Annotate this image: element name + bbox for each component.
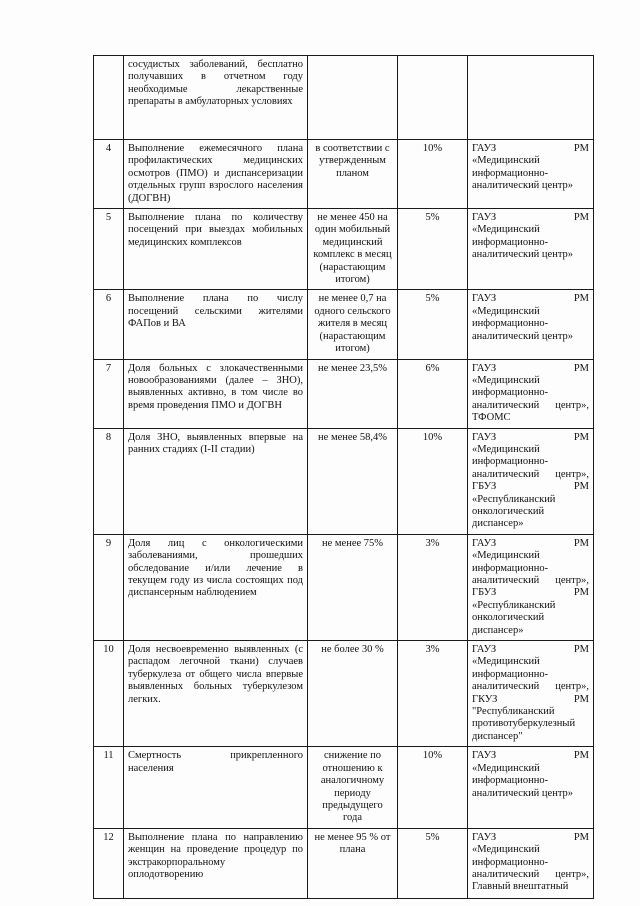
org-region: РМ	[573, 750, 589, 762]
row-number: 4	[94, 140, 124, 209]
org-type: ГАУЗ	[472, 212, 497, 224]
indicator-name: сосудистых заболеваний, бесплатно получавших в отчетном году необходимые лекарственные препараты в амбулаторных условиях	[124, 56, 308, 140]
responsible-org-line: информационно-	[472, 318, 549, 330]
org-region: РМ	[573, 143, 589, 154]
responsible-org-line	[472, 694, 589, 706]
org-type: ГАУЗ	[472, 644, 497, 656]
row-number: 7	[94, 359, 124, 428]
responsible-org-line	[472, 750, 589, 762]
table-row	[94, 140, 594, 209]
responsible-org	[468, 140, 594, 209]
indicator-name: Выполнение ежемесячного плана профилактических медицинских осмотров (ПМО) и диспансеризации отдельных групп взрослого населения (ДОГВН)	[124, 140, 308, 209]
indicators-table-body	[94, 56, 594, 899]
org-region: РМ	[573, 537, 589, 549]
indicator-weight: 3%	[398, 641, 468, 747]
responsible-org-line: аналитический центр»,	[472, 868, 589, 880]
indicator-weight: 5%	[398, 209, 468, 290]
indicator-name: Доля больных с злокачественными новообразованиями (далее – ЗНО), выявленных активно, в том числе во время проведения ПМО и ДОГВН	[124, 359, 308, 428]
responsible-org-line: «Медицинский	[472, 550, 540, 562]
responsible-org-line: «Медицинский	[472, 762, 540, 774]
table-row	[94, 747, 594, 828]
org-type: ГАУЗ	[472, 537, 497, 549]
indicator-weight: 5%	[398, 828, 468, 898]
responsible-org	[468, 534, 594, 640]
responsible-org-line: информационно-	[472, 856, 549, 868]
org-type: ГАУЗ	[472, 362, 497, 374]
responsible-org	[468, 828, 594, 898]
target-value: не менее 75%	[308, 534, 398, 640]
org-type: ГКУЗ	[472, 693, 498, 705]
responsible-org-line: информационно-	[472, 562, 549, 574]
org-region: РМ	[573, 831, 589, 843]
target-value: снижение по отношению к аналогичному периоду предыдущего года	[308, 747, 398, 828]
responsible-org-line: информационно-	[472, 236, 549, 248]
responsible-org-line: информационно-	[472, 167, 549, 179]
responsible-org-line	[472, 587, 589, 599]
org-type: ГАУЗ	[472, 831, 497, 843]
responsible-org	[468, 56, 594, 140]
table-row	[94, 428, 594, 534]
responsible-org	[468, 209, 594, 290]
responsible-org	[468, 747, 594, 828]
target-value: не менее 58,4%	[308, 428, 398, 534]
org-type: ГАУЗ	[472, 293, 497, 305]
indicator-weight: 10%	[398, 140, 468, 209]
indicator-weight: 10%	[398, 747, 468, 828]
responsible-org-line: противотуберкулезный	[472, 718, 576, 730]
indicator-weight: 6%	[398, 359, 468, 428]
row-number: 8	[94, 428, 124, 534]
responsible-org-line	[472, 432, 589, 444]
indicator-weight: 3%	[398, 534, 468, 640]
responsible-org	[468, 428, 594, 534]
responsible-org-line: аналитический центр»,	[472, 575, 589, 586]
row-number: 10	[94, 641, 124, 747]
table-row	[94, 828, 594, 898]
indicator-weight	[398, 56, 468, 140]
target-value: не менее 0,7 на одного сельского жителя в месяц (нарастающим итогом)	[308, 290, 398, 359]
responsible-org-line: информационно-	[472, 387, 549, 399]
row-number	[94, 56, 124, 140]
responsible-org-line: «Медицинский	[472, 224, 540, 236]
responsible-org-line: онкологический	[472, 505, 545, 517]
indicator-name: Доля лиц с онкологическими заболеваниями, прошедших обследование и/или лечение в текущем году из числа состоящих под диспансерным наблюдением	[124, 534, 308, 640]
responsible-org-line: аналитический центр»,	[472, 681, 589, 693]
indicator-name: Доля несвоевременно выявленных (с распадом легочной ткани) случаев туберкулеза от общего числа впервые выявленных больных туберкулезом легких.	[124, 641, 308, 747]
org-type: ГАУЗ	[472, 431, 497, 443]
responsible-org-line: информационно-	[472, 456, 549, 468]
responsible-org-line: информационно-	[472, 668, 549, 680]
row-number: 12	[94, 828, 124, 898]
responsible-org-line: аналитический центр»	[472, 330, 574, 342]
org-type: ГАУЗ	[472, 750, 497, 762]
org-region: РМ	[573, 293, 589, 305]
responsible-org-line	[472, 143, 589, 155]
responsible-org-line: «Республиканский	[472, 493, 556, 505]
responsible-org-line: онкологический	[472, 612, 545, 624]
org-region: РМ	[573, 362, 589, 374]
table-row	[94, 641, 594, 747]
responsible-org	[468, 641, 594, 747]
responsible-org-line: «Медицинский	[472, 656, 540, 668]
org-region: РМ	[573, 587, 589, 599]
responsible-org-line	[472, 538, 589, 550]
indicator-name: Выполнение плана по числу посещений сельскими жителями ФАПов и ВА	[124, 290, 308, 359]
org-region: РМ	[573, 644, 589, 656]
row-number: 11	[94, 747, 124, 828]
responsible-org-line: аналитический центр»	[472, 180, 574, 192]
responsible-org-line	[472, 644, 589, 656]
row-number: 9	[94, 534, 124, 640]
indicators-table	[93, 55, 594, 899]
indicator-weight: 10%	[398, 428, 468, 534]
org-type: ГАУЗ	[472, 143, 497, 154]
responsible-org-line: аналитический центр»	[472, 249, 574, 261]
row-number: 5	[94, 209, 124, 290]
responsible-org-line: диспансер»	[472, 518, 524, 530]
responsible-org-line: "Республиканский	[472, 706, 555, 718]
target-value	[308, 56, 398, 140]
org-type: ГБУЗ	[472, 587, 497, 599]
responsible-org-line: ТФОМС	[472, 412, 511, 424]
target-value: не менее 95 % от плана	[308, 828, 398, 898]
target-value: в соответствии с утвержденным планом	[308, 140, 398, 209]
row-number: 6	[94, 290, 124, 359]
responsible-org-line: аналитический центр»,	[472, 468, 589, 480]
responsible-org	[468, 290, 594, 359]
responsible-org-line: аналитический центр»,	[472, 399, 589, 411]
target-value: не менее 450 на один мобильный медицинский комплекс в месяц (нарастающим итогом)	[308, 209, 398, 290]
responsible-org-line: «Республиканский	[472, 599, 556, 611]
target-value: не менее 23,5%	[308, 359, 398, 428]
responsible-org-line: «Медицинский	[472, 374, 540, 386]
org-type: ГБУЗ	[472, 481, 497, 493]
responsible-org-line: информационно-	[472, 775, 549, 787]
responsible-org-line: диспансер"	[472, 730, 523, 742]
responsible-org-line: Главный внештатный	[472, 881, 569, 893]
responsible-org-line	[472, 212, 589, 224]
org-region: РМ	[573, 481, 589, 493]
indicator-name: Смертность прикрепленного населения	[124, 747, 308, 828]
table-row	[94, 209, 594, 290]
table-row	[94, 534, 594, 640]
org-region: РМ	[573, 212, 589, 224]
org-region: РМ	[573, 431, 589, 443]
target-value: не более 30 %	[308, 641, 398, 747]
table-row	[94, 56, 594, 140]
responsible-org-line	[472, 832, 589, 844]
responsible-org	[468, 359, 594, 428]
org-region: РМ	[573, 693, 589, 705]
indicator-name: Выполнение плана по направлению женщин на проведение процедур по экстракорпоральному оплодотворению	[124, 828, 308, 898]
responsible-org-line: «Медицинский	[472, 305, 540, 317]
responsible-org-line: «Медицинский	[472, 844, 540, 856]
table-row	[94, 359, 594, 428]
indicator-name: Доля ЗНО, выявленных впервые на ранних стадиях (I-II стадии)	[124, 428, 308, 534]
responsible-org-line: аналитический центр»	[472, 787, 574, 799]
responsible-org-line	[472, 293, 589, 305]
responsible-org-line: «Медицинский	[472, 155, 540, 167]
table-row	[94, 290, 594, 359]
indicator-weight: 5%	[398, 290, 468, 359]
indicator-name: Выполнение плана по количеству посещений при выездах мобильных медицинских комплексов	[124, 209, 308, 290]
responsible-org-line: «Медицинский	[472, 443, 540, 455]
responsible-org-line	[472, 363, 589, 375]
responsible-org-line	[472, 481, 589, 493]
responsible-org-line: диспансер»	[472, 624, 524, 636]
